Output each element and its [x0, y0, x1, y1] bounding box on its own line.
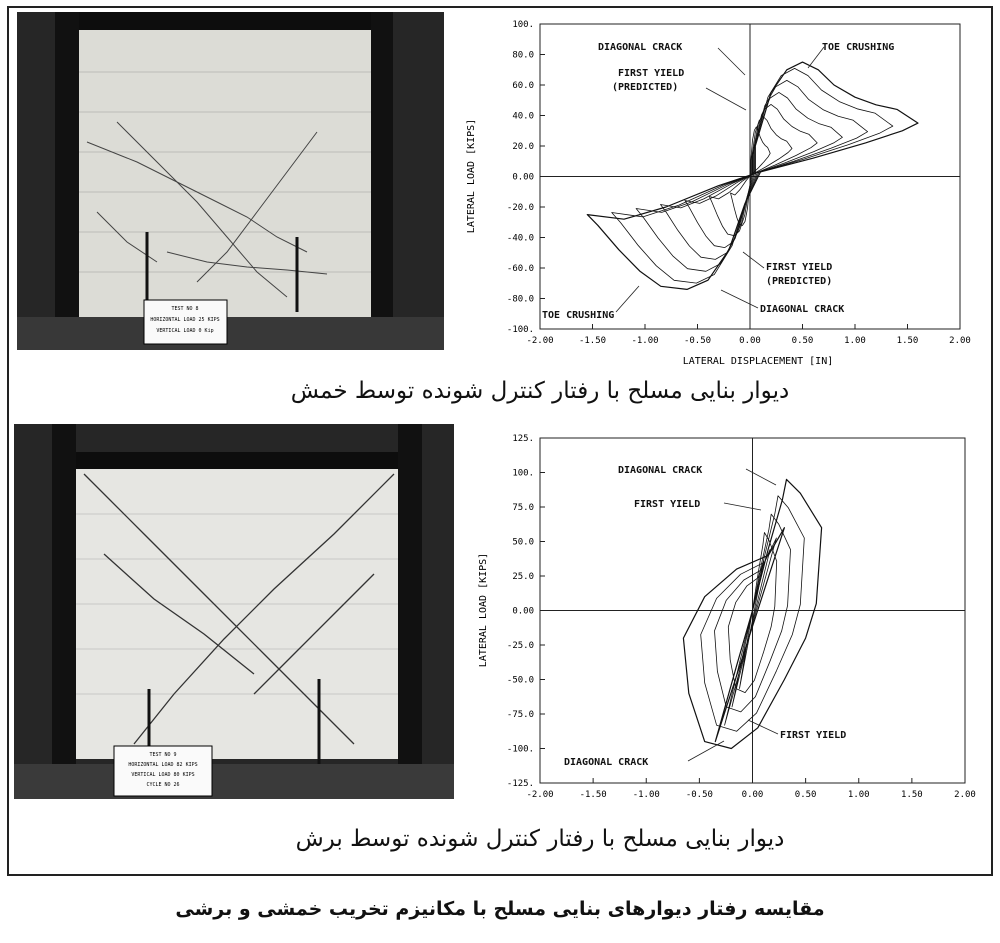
wall-photo-flexure-drawing — [17, 12, 444, 350]
y-tick-label: 75.0 — [512, 503, 534, 513]
x-tick-label: -0.50 — [683, 336, 712, 346]
test-sign-line: VERTICAL LOAD 80 KIPS — [131, 772, 195, 778]
x-tick-label: 0.50 — [794, 790, 817, 800]
hysteresis-chart-flexure — [456, 10, 986, 370]
test-sign-line: CYCLE NO 26 — [146, 782, 180, 788]
annotation-predicted: (PREDICTED) — [766, 276, 833, 287]
y-tick-label: 0.00 — [512, 172, 534, 183]
x-tick-label: 1.00 — [844, 336, 866, 346]
x-tick-label: -1.00 — [631, 336, 659, 346]
y-tick-label: -75.0 — [506, 710, 534, 720]
caption-flexure: دیوار بنایی مسلح با رفتار کنترل شونده توسط خمش — [290, 378, 790, 404]
x-tick-label: -1.50 — [578, 336, 607, 346]
x-tick-label: -2.00 — [526, 790, 554, 800]
y-axis-label: LATERAL LOAD [KIPS] — [478, 552, 489, 668]
y-tick-label: 50.0 — [512, 537, 534, 548]
y-tick-label: 100. — [512, 468, 534, 479]
y-tick-label: -100. — [506, 744, 534, 755]
annotation-first-yield: FIRST YIELD — [634, 499, 701, 510]
y-tick-label: -125. — [506, 779, 534, 789]
test-sign-line: TEST NO 8 — [171, 306, 199, 312]
y-tick-label: -50.0 — [506, 675, 534, 686]
y-tick-label: 80.0 — [512, 50, 534, 61]
y-tick-label: -100. — [506, 325, 534, 335]
y-tick-label: -25.0 — [506, 641, 534, 651]
annotation-diagonal-crack: DIAGONAL CRACK — [618, 465, 703, 476]
test-sign-line: HORIZONTAL LOAD 82 KIPS — [128, 762, 198, 768]
hysteresis-chart-shear-svg — [456, 425, 986, 810]
figure-main-caption: مقایسه رفتار دیوارهای بنایی مسلح با مکانیزم تخریب خمشی و برشی — [175, 898, 825, 920]
y-tick-label: 60.0 — [512, 81, 534, 91]
x-tick-label: 1.00 — [847, 790, 870, 800]
y-tick-label: -20.0 — [506, 203, 534, 213]
annotation-toe-crushing: TOE CRUSHING — [822, 42, 895, 53]
x-tick-label: -2.00 — [526, 336, 554, 346]
x-axis-label: LATERAL DISPLACEMENT [IN] — [682, 356, 834, 367]
x-tick-label: -1.00 — [632, 790, 660, 800]
hysteresis-loop — [587, 62, 918, 289]
y-tick-label: 25.0 — [512, 572, 534, 582]
x-tick-label: -0.50 — [685, 790, 713, 800]
y-tick-label: -60.0 — [506, 264, 534, 274]
annotation-predicted: (PREDICTED) — [612, 82, 679, 93]
x-tick-label: 2.00 — [954, 790, 976, 800]
y-tick-label: 125. — [512, 434, 534, 444]
annotation-first-yield: FIRST YIELD — [618, 68, 685, 79]
x-tick-label: 0.00 — [741, 790, 764, 800]
wall-photo-flexure — [17, 12, 444, 350]
wall-photo-shear — [14, 424, 454, 799]
annotation-diagonal-crack: DIAGONAL CRACK — [760, 304, 845, 315]
y-tick-label: 100. — [512, 20, 534, 30]
test-sign-line: HORIZONTAL LOAD 25 KIPS — [150, 317, 220, 323]
annotation-diagonal-crack: DIAGONAL CRACK — [564, 757, 649, 768]
hysteresis-chart-shear — [456, 425, 986, 810]
x-tick-label: 1.50 — [896, 336, 919, 346]
x-tick-label: 0.00 — [739, 336, 761, 346]
test-sign-line: VERTICAL LOAD 0 Kip — [156, 328, 214, 334]
x-tick-label: -1.50 — [579, 790, 607, 800]
caption-shear: دیوار بنایی مسلح با رفتار کنترل شونده توسط برش — [295, 826, 785, 852]
annotation-first-yield: FIRST YIELD — [766, 262, 833, 273]
y-axis-label: LATERAL LOAD [KIPS] — [466, 118, 477, 234]
annotation-diagonal-crack: DIAGONAL CRACK — [598, 42, 683, 53]
x-tick-label: 2.00 — [949, 336, 971, 346]
y-tick-label: 0.00 — [512, 606, 534, 617]
annotation-first-yield: FIRST YIELD — [780, 730, 847, 741]
annotation-toe-crushing: TOE CRUSHING — [542, 310, 615, 321]
x-tick-label: 1.50 — [901, 790, 923, 800]
y-tick-label: 40.0 — [512, 111, 534, 122]
y-tick-label: -40.0 — [506, 233, 534, 244]
test-sign-line: TEST NO 9 — [149, 752, 177, 758]
wall-photo-shear-drawing — [14, 424, 454, 799]
y-tick-label: -80.0 — [506, 294, 534, 305]
hysteresis-chart-flexure-svg — [456, 10, 986, 370]
x-tick-label: 0.50 — [791, 336, 814, 346]
y-tick-label: 20.0 — [512, 142, 534, 152]
